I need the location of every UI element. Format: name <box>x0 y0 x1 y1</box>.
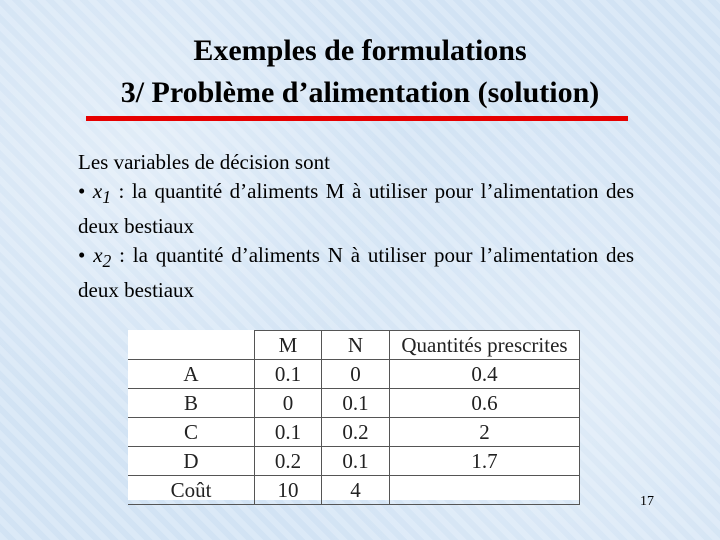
table-cell: 10 <box>255 476 322 505</box>
table-cell: Coût <box>128 476 255 505</box>
table-cell: D <box>128 447 255 476</box>
data-table <box>128 330 580 505</box>
table-row <box>128 476 580 505</box>
page-number: 17 <box>640 494 654 509</box>
nutrition-table <box>128 330 580 500</box>
table-header-cell: Quantités prescrites <box>390 331 580 360</box>
table-row <box>128 360 580 389</box>
table-cell: 0.1 <box>322 447 390 476</box>
table-cell: 0.1 <box>322 389 390 418</box>
table-header-cell: N <box>322 331 390 360</box>
table-header-row <box>128 331 580 360</box>
table-row <box>128 447 580 476</box>
intro-line: Les variables de décision sont <box>78 150 330 174</box>
table-header-cell <box>128 331 255 360</box>
slide-title <box>0 30 720 114</box>
bullet-x1 <box>78 177 634 241</box>
table-row <box>128 418 580 447</box>
table-cell: C <box>128 418 255 447</box>
bullet-marker: • <box>78 243 94 268</box>
table-cell: 4 <box>322 476 390 505</box>
table-cell <box>390 476 580 505</box>
table-cell: 2 <box>390 418 580 447</box>
variable-x1: $x_1$ <box>92 179 111 208</box>
bullet-marker: • <box>78 179 93 203</box>
table-cell: 0 <box>322 360 390 389</box>
table-cell: 0.2 <box>322 418 390 447</box>
table-header-cell: M <box>255 331 322 360</box>
table-cell: A <box>128 360 255 389</box>
table-cell: 0.1 <box>255 418 322 447</box>
table-cell: 1.7 <box>390 447 580 476</box>
table-cell: 0.4 <box>390 360 580 389</box>
bullet-x2 <box>78 241 634 305</box>
bullet-x2-text: : la quantité d’aliments N à utiliser pour l’alimentation des deux bestiaux <box>78 243 634 303</box>
table-cell: 0 <box>255 389 322 418</box>
table-cell: 0.6 <box>390 389 580 418</box>
table-row <box>128 389 580 418</box>
title-underline <box>86 116 628 121</box>
table-cell: 0.1 <box>255 360 322 389</box>
body-text <box>78 148 634 305</box>
table-cell: 0.2 <box>255 447 322 476</box>
table-cell: B <box>128 389 255 418</box>
title-line-1: Exemples de formulations <box>193 34 527 67</box>
variable-x2: $x_2$ <box>93 243 112 272</box>
title-line-2: 3/ Problème d’alimentation (solution) <box>120 76 600 109</box>
bullet-x1-text: : la quantité d’aliments M à utiliser pour l’alimentation des deux bestiaux <box>78 179 634 239</box>
